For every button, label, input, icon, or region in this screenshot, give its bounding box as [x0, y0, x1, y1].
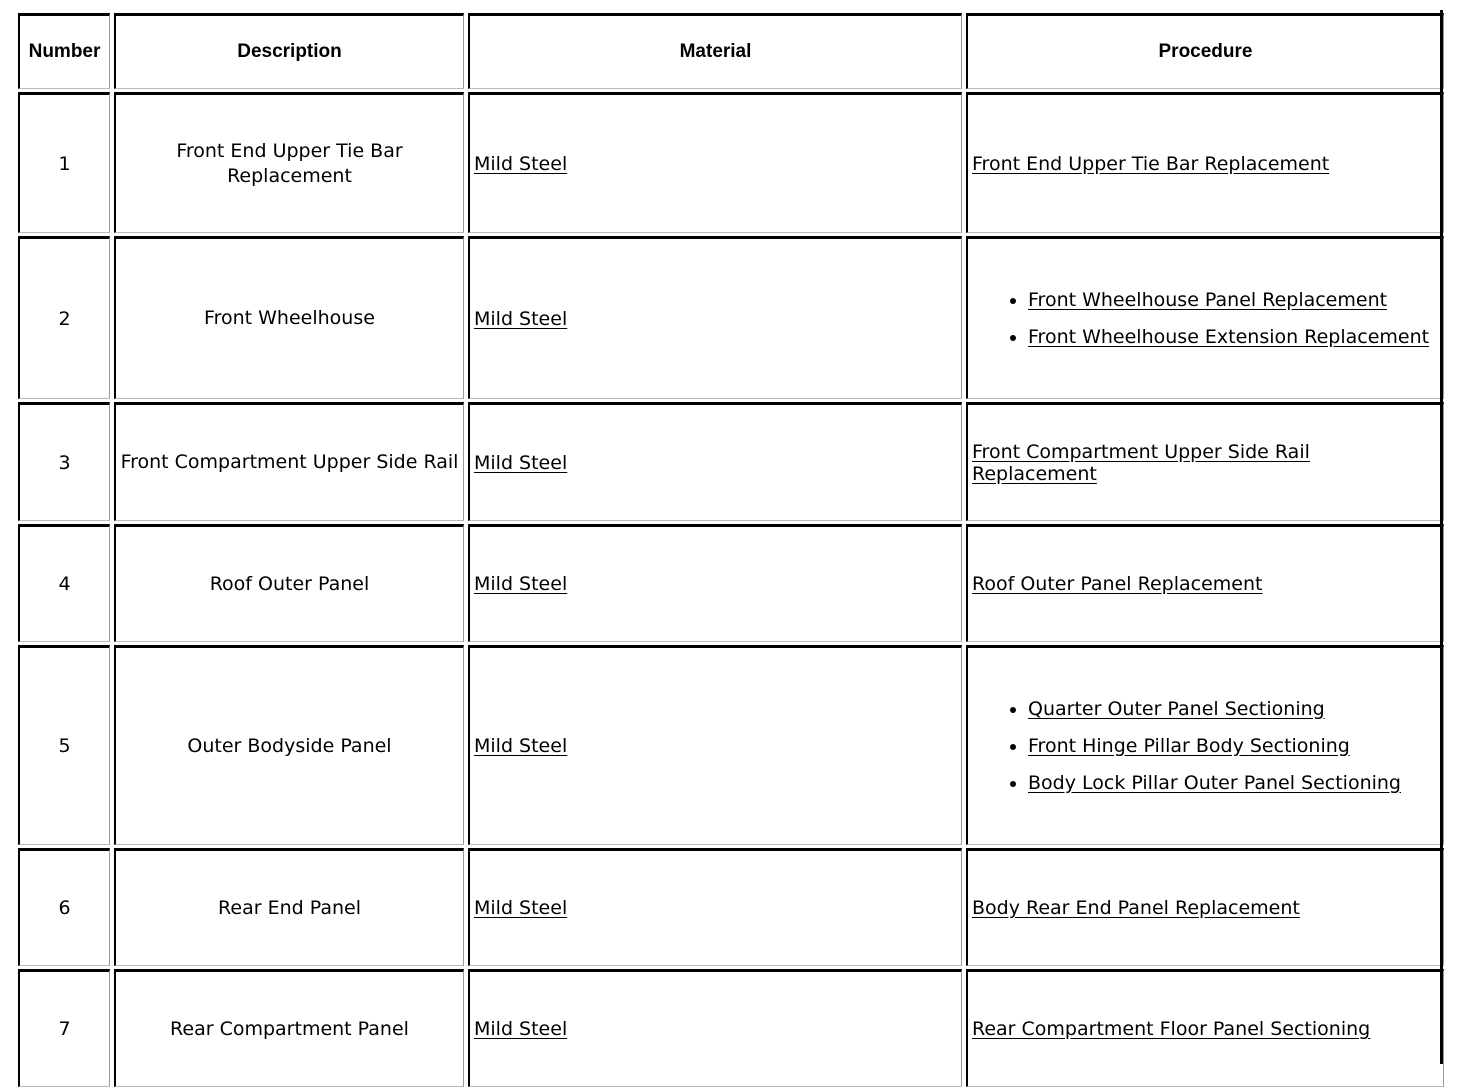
procedure-link[interactable]: Front End Upper Tie Bar Replacement	[972, 152, 1330, 175]
row-material	[468, 236, 962, 399]
row-material	[468, 524, 962, 642]
material-link[interactable]: Mild Steel	[474, 451, 568, 474]
header-number: Number	[18, 13, 110, 89]
material-link[interactable]: Mild Steel	[474, 897, 568, 919]
row-material	[468, 92, 962, 233]
procedure-link[interactable]: Front Wheelhouse Panel Replacement	[1028, 288, 1388, 311]
table-row	[18, 645, 1444, 845]
row-number: 4	[18, 524, 110, 642]
row-material	[468, 848, 962, 966]
table-row	[18, 969, 1444, 1087]
table-right-border	[1440, 10, 1443, 1064]
procedure-link[interactable]: Body Rear End Panel Replacement	[972, 897, 1300, 919]
row-number: 2	[18, 236, 110, 399]
material-link[interactable]: Mild Steel	[474, 1018, 568, 1040]
material-link[interactable]: Mild Steel	[474, 735, 568, 757]
procedure-list	[972, 282, 1439, 356]
header-description: Description	[114, 13, 464, 89]
parts-table	[14, 10, 1448, 1090]
material-link[interactable]: Mild Steel	[474, 307, 568, 330]
list-item	[1028, 765, 1439, 802]
list-item	[1028, 319, 1439, 356]
row-description: Front Wheelhouse	[114, 236, 464, 399]
table-row	[18, 848, 1444, 966]
row-description: Rear Compartment Panel	[114, 969, 464, 1087]
procedure-link[interactable]: Front Hinge Pillar Body Sectioning	[1028, 734, 1350, 757]
row-procedure	[966, 524, 1444, 642]
row-description: Front Compartment Upper Side Rail	[114, 402, 464, 521]
row-number: 1	[18, 92, 110, 233]
row-material	[468, 645, 962, 845]
row-material	[468, 402, 962, 521]
procedure-list	[972, 691, 1439, 802]
procedure-link[interactable]: Front Compartment Upper Side Rail Replacement	[972, 440, 1310, 485]
table-row	[18, 402, 1444, 521]
header-procedure: Procedure	[966, 13, 1444, 89]
row-number: 7	[18, 969, 110, 1087]
row-description: Rear End Panel	[114, 848, 464, 966]
row-procedure	[966, 848, 1444, 966]
parts-table-container	[14, 10, 1444, 1090]
row-material	[468, 969, 962, 1087]
row-procedure	[966, 969, 1444, 1087]
procedure-link[interactable]: Roof Outer Panel Replacement	[972, 573, 1263, 595]
row-number: 3	[18, 402, 110, 521]
row-description: Front End Upper Tie Bar Replacement	[114, 92, 464, 233]
row-description: Roof Outer Panel	[114, 524, 464, 642]
material-link[interactable]: Mild Steel	[474, 152, 568, 175]
row-number: 5	[18, 645, 110, 845]
procedure-link[interactable]: Rear Compartment Floor Panel Sectioning	[972, 1018, 1371, 1040]
table-row	[18, 92, 1444, 233]
procedure-link[interactable]: Front Wheelhouse Extension Replacement	[1028, 325, 1430, 348]
header-material: Material	[468, 13, 962, 89]
row-procedure	[966, 645, 1444, 845]
table-row	[18, 524, 1444, 642]
row-procedure	[966, 236, 1444, 399]
list-item	[1028, 691, 1439, 728]
material-link[interactable]: Mild Steel	[474, 573, 568, 595]
header-row	[18, 13, 1444, 89]
table-row	[18, 236, 1444, 399]
row-number: 6	[18, 848, 110, 966]
row-procedure	[966, 92, 1444, 233]
row-description: Outer Bodyside Panel	[114, 645, 464, 845]
list-item	[1028, 282, 1439, 319]
list-item	[1028, 728, 1439, 765]
procedure-link[interactable]: Body Lock Pillar Outer Panel Sectioning	[1028, 771, 1401, 794]
procedure-link[interactable]: Quarter Outer Panel Sectioning	[1028, 697, 1325, 720]
row-procedure	[966, 402, 1444, 521]
